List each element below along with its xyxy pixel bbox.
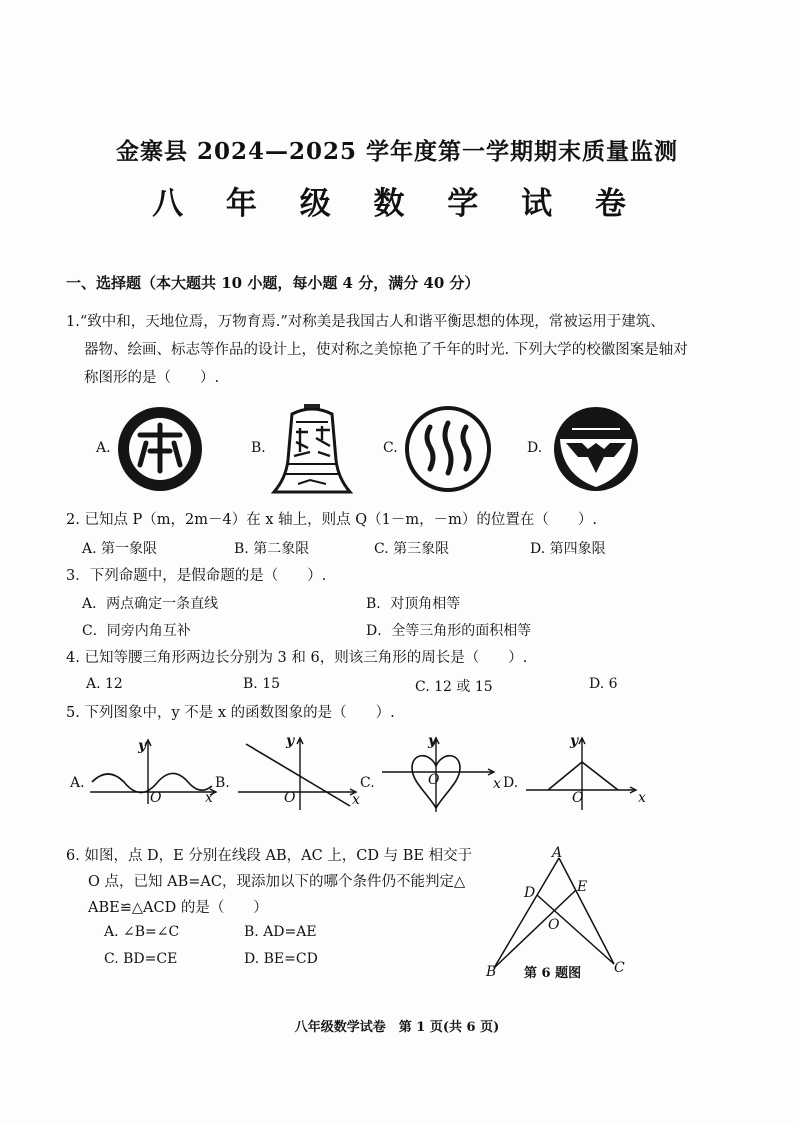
q5-label-b: B. xyxy=(215,775,230,791)
q5-stem: 5. 下列图象中，y 不是 x 的函数图象的是（ ）. xyxy=(66,705,395,721)
graph-b-origin: O xyxy=(284,790,296,806)
graph-a-y-label: y xyxy=(138,738,147,754)
q6-option-c: C. BD=CE xyxy=(104,951,178,967)
q3-option-a: A．两点确定一条直线 xyxy=(82,596,219,612)
q5-label-c: C. xyxy=(360,775,375,791)
q6-figure-caption: 第 6 题图 xyxy=(524,966,582,981)
q6-point-d: D xyxy=(524,885,536,901)
emblem-c-icon xyxy=(404,405,492,493)
graph-d-x-label: x xyxy=(638,790,646,806)
graph-a-origin: O xyxy=(150,790,162,806)
graph-b-x-label: x xyxy=(352,792,360,808)
q2-option-c: C. 第三象限 xyxy=(374,541,450,557)
q4-option-b: B. 15 xyxy=(243,676,281,692)
q4-option-a: A. 12 xyxy=(86,676,123,692)
q3-option-c: C．同旁内角互补 xyxy=(82,623,191,639)
graph-c-origin: O xyxy=(428,772,440,788)
q3-option-d: D．全等三角形的面积相等 xyxy=(366,623,532,639)
q3-stem: 3．下列命题中，是假命题的是（ ）. xyxy=(66,568,327,584)
section-heading: 一、选择题（本大题共 10 小题，每小题 4 分，满分 40 分） xyxy=(66,274,480,292)
q5-label-d: D. xyxy=(503,775,519,791)
q3-option-b: B．对顶角相等 xyxy=(366,596,461,612)
exam-subtitle: 八 年 级 数 学 试 卷 xyxy=(152,186,642,222)
graph-b-y-label: y xyxy=(286,733,295,749)
graph-c-x-label: x xyxy=(493,776,501,792)
q6-point-a: A xyxy=(552,845,563,861)
q6-line1: 6. 如图，点 D，E 分别在线段 AB，AC 上，CD 与 BE 相交于 xyxy=(66,848,473,864)
q6-line3: ABE≌△ACD 的是（ ） xyxy=(88,900,268,916)
q5-label-a: A. xyxy=(70,775,85,791)
q6-point-c: C xyxy=(614,960,625,976)
q6-point-b: B xyxy=(486,964,497,980)
q4-option-d: D. 6 xyxy=(589,676,618,692)
q6-option-b: B. AD=AE xyxy=(244,924,317,940)
emblem-b-bell-icon xyxy=(270,400,354,496)
q4-stem: 4. 已知等腰三角形两边长分别为 3 和 6，则该三角形的周长是（ ）. xyxy=(66,650,528,666)
q2-option-d: D. 第四象限 xyxy=(530,541,606,557)
graph-d-origin: O xyxy=(572,790,584,806)
q6-option-d: D. BE=CD xyxy=(244,951,318,967)
q2-option-a: A. 第一象限 xyxy=(82,541,158,557)
q6-option-a: A. ∠B=∠C xyxy=(104,924,180,940)
graph-d-y-label: y xyxy=(570,733,579,749)
q4-option-c: C. 12 或 15 xyxy=(415,679,493,695)
exam-title: 金寨县 2024—2025 学年度第一学期期末质量监测 xyxy=(115,138,679,165)
q1-line3: 称图形的是（ ）. xyxy=(84,370,220,386)
q1-label-c: C. xyxy=(383,440,398,456)
q1-line1: 1.“致中和，天地位焉，万物育焉.”对称美是我国古人和谐平衡思想的体现，常被运用于建筑、 xyxy=(66,314,665,330)
q1-label-d: D. xyxy=(527,440,543,456)
q6-point-o: O xyxy=(548,917,560,933)
graph-c-y-label: y xyxy=(428,733,437,749)
q1-label-b: B. xyxy=(251,440,266,456)
graph-a-x-label: x xyxy=(205,790,213,806)
emblem-d-eagle-icon xyxy=(552,405,640,493)
q1-line2: 器物、绘画、标志等作品的设计上，使对称之美惊艳了千年的时光. 下列大学的校徽图案是轴对 xyxy=(84,342,688,358)
graph-b xyxy=(232,734,362,812)
page-footer: 八年级数学试卷 第 1 页(共 6 页) xyxy=(294,1020,500,1035)
q6-point-e: E xyxy=(577,879,588,895)
q2-stem: 2. 已知点 P（m，2m－4）在 x 轴上，则点 Q（1－m，－m）的位置在（ ）. xyxy=(66,512,597,528)
q2-option-b: B. 第二象限 xyxy=(234,541,310,557)
q6-line2: O 点，已知 AB=AC，现添加以下的哪个条件仍不能判定△ xyxy=(88,874,466,890)
graph-c xyxy=(378,734,502,814)
emblem-a-icon xyxy=(116,405,204,493)
q1-label-a: A. xyxy=(96,440,111,456)
